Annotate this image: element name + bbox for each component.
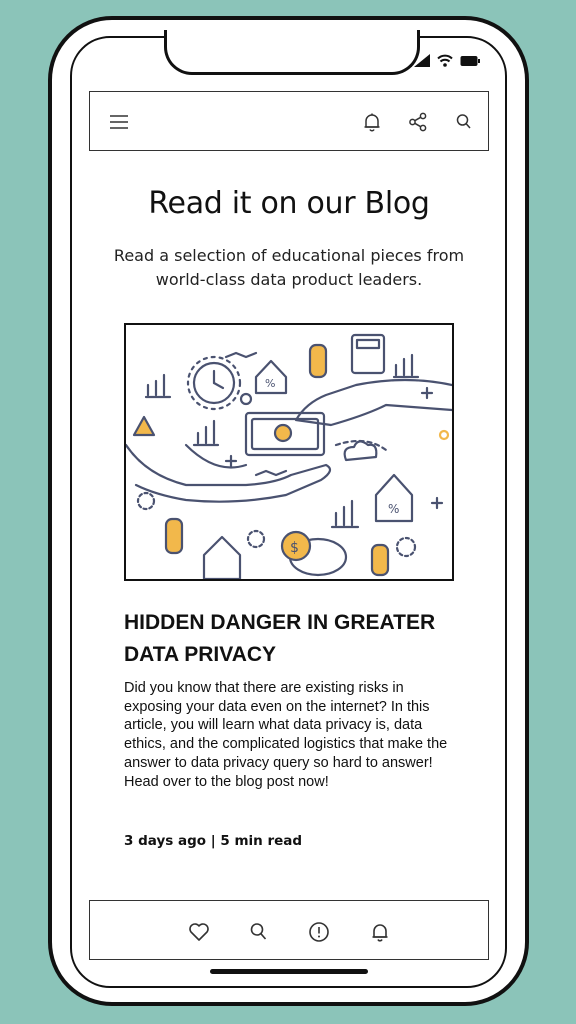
top-app-bar bbox=[89, 91, 489, 151]
article-meta: 3 days ago | 5 min read bbox=[124, 833, 303, 849]
wifi-icon bbox=[437, 54, 453, 67]
search-icon[interactable] bbox=[248, 921, 270, 943]
article-illustration[interactable] bbox=[124, 323, 454, 581]
battery-icon bbox=[460, 55, 480, 67]
search-icon[interactable] bbox=[454, 112, 474, 132]
alert-icon[interactable] bbox=[308, 921, 330, 943]
status-bar bbox=[414, 54, 480, 67]
finance-doodle-illustration bbox=[126, 325, 452, 579]
svg-text:$: $ bbox=[290, 540, 299, 556]
bottom-nav-bar bbox=[89, 900, 489, 960]
home-indicator[interactable] bbox=[210, 969, 368, 974]
article-excerpt: Did you know that there are existing risks in exposing your data even on the internet? In this article, you will learn what data privacy is, data ethics, and the complicated logistics that make the answer to data privacy query so hard to answer! Head over to the blog post now! bbox=[124, 680, 448, 790]
signal-icon bbox=[414, 54, 430, 67]
bell-icon[interactable] bbox=[369, 921, 391, 943]
bell-icon[interactable] bbox=[362, 112, 382, 132]
page-title: Read it on our Blog bbox=[148, 186, 430, 221]
heart-icon[interactable] bbox=[188, 921, 210, 943]
phone-notch bbox=[164, 30, 420, 75]
page-subtitle: Read a selection of educational pieces from world-class data product leaders. bbox=[113, 246, 465, 289]
article-title[interactable]: HIDDEN DANGER IN GREATER DATA PRIVACY bbox=[124, 611, 436, 666]
share-icon[interactable] bbox=[408, 112, 428, 132]
svg-text:%: % bbox=[265, 377, 276, 390]
svg-text:%: % bbox=[388, 502, 400, 516]
hamburger-menu-icon[interactable] bbox=[109, 112, 129, 132]
